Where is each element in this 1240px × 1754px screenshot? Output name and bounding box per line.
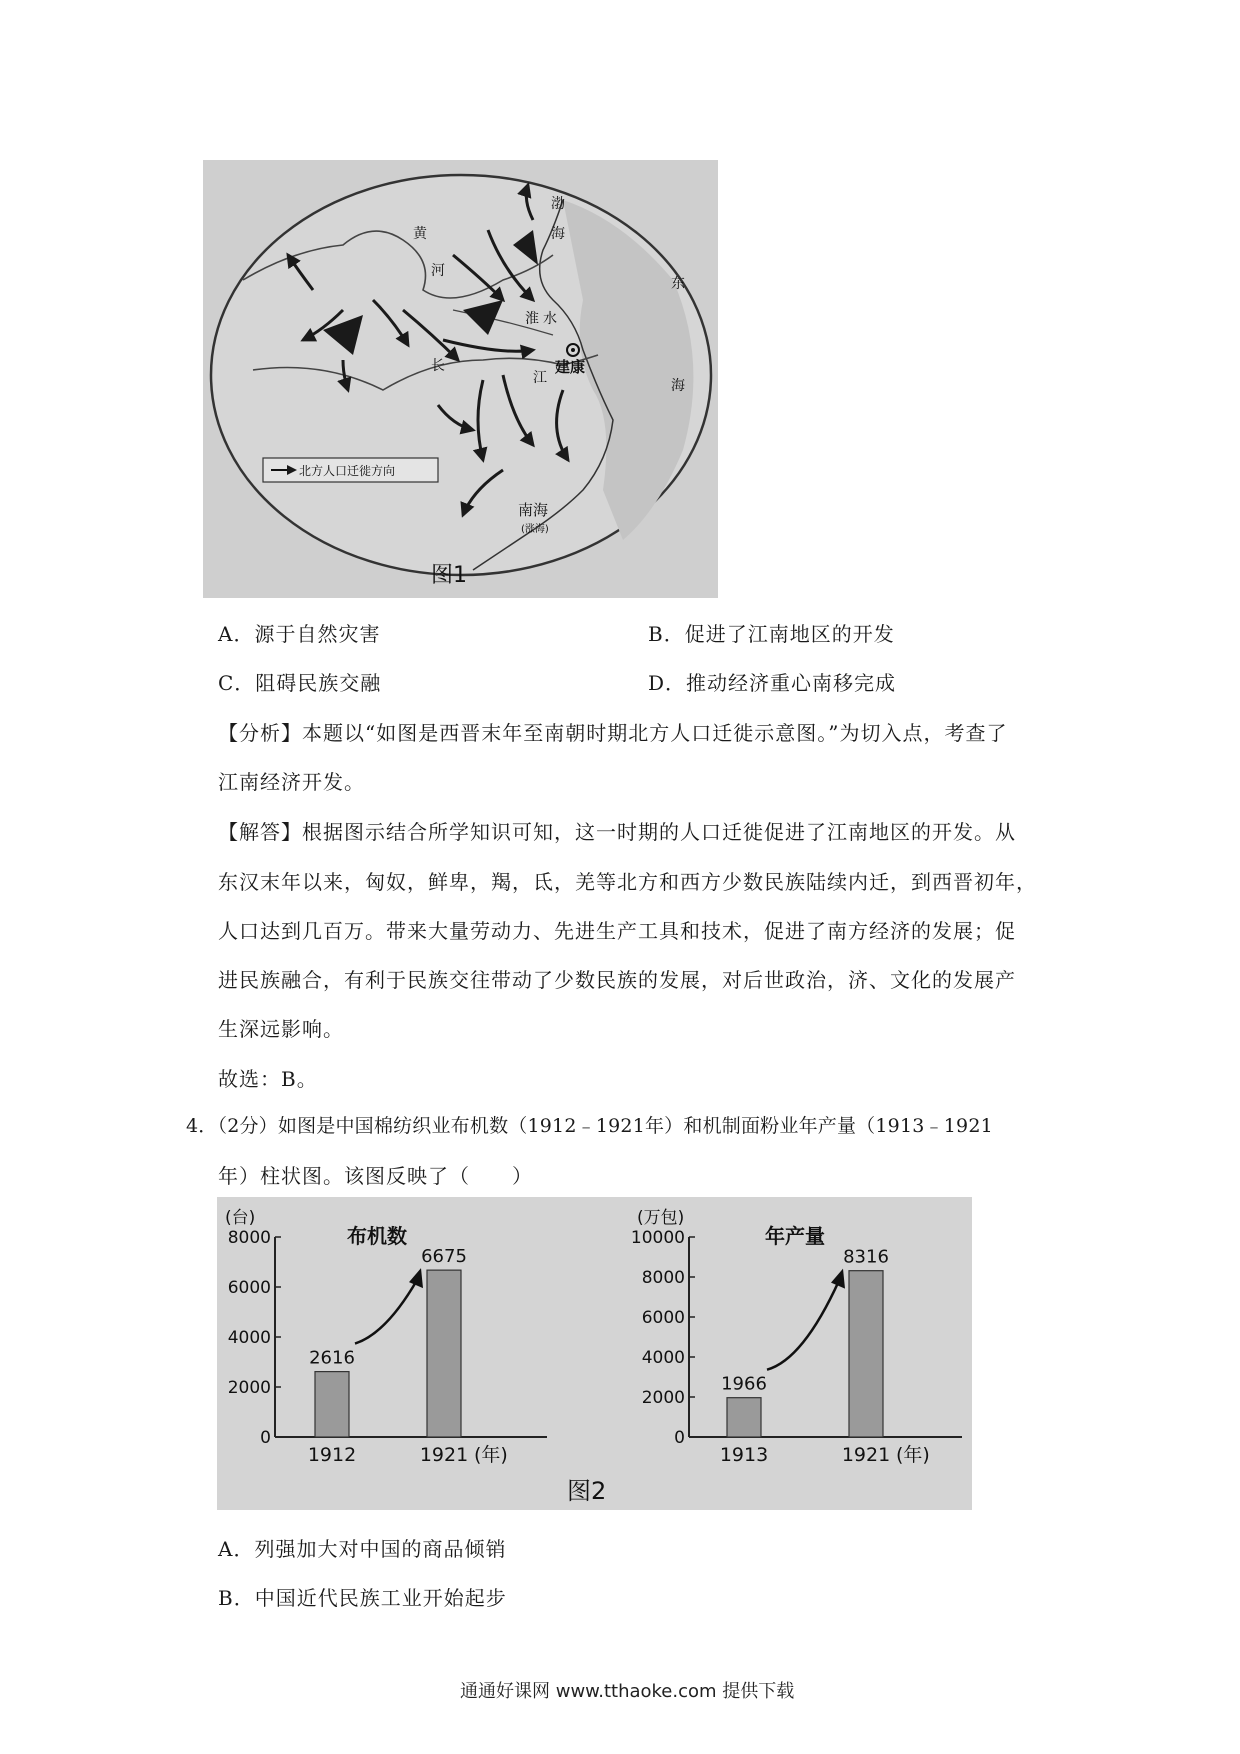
figure1-caption: 图1 [431,563,467,588]
q3-answer-line-1: 【解答】根据图示结合所学知识可知，这一时期的人口迁徙促进了江南地区的开发。从 [218,820,1016,844]
q4-stem-line-2: 年）柱状图。该图反映了（ ） [218,1164,533,1188]
migration-map [203,160,718,598]
q3-option-a: A．源于自然灾害 [218,622,381,646]
legend-label: 北方人口迁徙方向 [299,464,396,478]
bar [427,1270,461,1437]
label-dong: 东 [671,276,685,292]
y-tick-label: 6000 [641,1308,685,1328]
growth-arrow-head [409,1268,423,1288]
y-tick-label: 0 [674,1428,685,1448]
x-axis-unit: (年) [474,1444,508,1466]
label-shui: 水 [543,311,557,327]
label-hai: 海 [671,378,685,394]
x-tick-label: 1913 [719,1444,769,1466]
chart-title: 布机数 [347,1224,407,1248]
q4-stem-line-1: 4．（2分）如图是中国棉纺织业布机数（1912﹣1921年）和机制面粉业年产量（1913﹣1921 [186,1115,993,1137]
growth-arrow [355,1280,417,1343]
y-axis-unit: (台) [225,1208,256,1228]
y-tick-label: 4000 [641,1348,685,1368]
y-tick-label: 2000 [641,1388,685,1408]
label-chang: 长 [431,358,445,374]
label-bo-hai: 海 [551,226,565,242]
label-zhanghai: (涨海) [521,524,549,535]
figure2-caption: 图2 [567,1477,607,1505]
x-tick-label: 1912 [307,1444,357,1466]
page-footer: 通通好课网 www.tthaoke.com 提供下载 [460,1681,795,1702]
bar [315,1372,349,1437]
label-jiankang: 建康 [555,358,586,376]
label-nanhai: 南海 [518,501,549,519]
q3-answer-line-3: 人口达到几百万。带来大量劳动力、先进生产工具和技术，促进了南方经济的发展；促 [218,919,1016,943]
bar-charts [217,1197,972,1510]
label-bo: 渤 [551,196,565,212]
bar-value-label: 2616 [309,1347,355,1369]
q3-analysis-line-2: 江南经济开发。 [218,770,365,794]
q3-answer-line-5: 生深远影响。 [218,1017,344,1041]
q3-analysis-line-1: 【分析】本题以“如图是西晋末年至南朝时期北方人口迁徙示意图。”为切入点，考查了 [218,721,1008,745]
label-huang: 黄 [413,226,427,242]
bar-chart-figure [217,1197,972,1510]
y-tick-label: 2000 [227,1378,271,1398]
q3-answer-line-4: 进民族融合，有利于民族交往带动了少数民族的发展，对后世政治，济、文化的发展产 [218,968,1016,992]
q3-option-b: B．促进了江南地区的开发 [648,622,895,646]
y-tick-label: 10000 [630,1228,685,1248]
bar-value-label: 1966 [721,1373,767,1395]
x-tick-label: 1921 [841,1444,891,1466]
q3-option-c: C．阻碍民族交融 [218,671,382,695]
growth-arrow [767,1281,839,1370]
y-tick-label: 6000 [227,1278,271,1298]
label-he: 河 [431,263,445,279]
chart-title: 年产量 [765,1224,825,1248]
q3-option-d: D．推动经济重心南移完成 [648,671,897,695]
map-legend [263,458,438,482]
q4-option-b: B．中国近代民族工业开始起步 [218,1586,507,1610]
label-jiang: 江 [533,370,547,386]
bar-value-label: 8316 [843,1246,889,1268]
migration-map-figure [203,160,718,598]
y-tick-label: 0 [260,1428,271,1448]
bar [727,1398,761,1437]
x-axis-unit: (年) [896,1444,930,1466]
y-tick-label: 4000 [227,1328,271,1348]
y-axis-unit: (万包) [637,1208,685,1228]
x-tick-label: 1921 [419,1444,469,1466]
bar-value-label: 6675 [421,1246,467,1268]
q4-option-a: A．列强加大对中国的商品倾销 [218,1537,507,1561]
bar [849,1271,883,1437]
q3-answer-line-2: 东汉末年以来，匈奴，鲜卑，羯，氐，羌等北方和西方少数民族陆续内迁，到西晋初年， [218,870,1037,894]
y-tick-label: 8000 [227,1228,271,1248]
y-tick-label: 8000 [641,1268,685,1288]
q3-choice: 故选：B。 [218,1067,318,1091]
label-huai: 淮 [525,311,539,327]
